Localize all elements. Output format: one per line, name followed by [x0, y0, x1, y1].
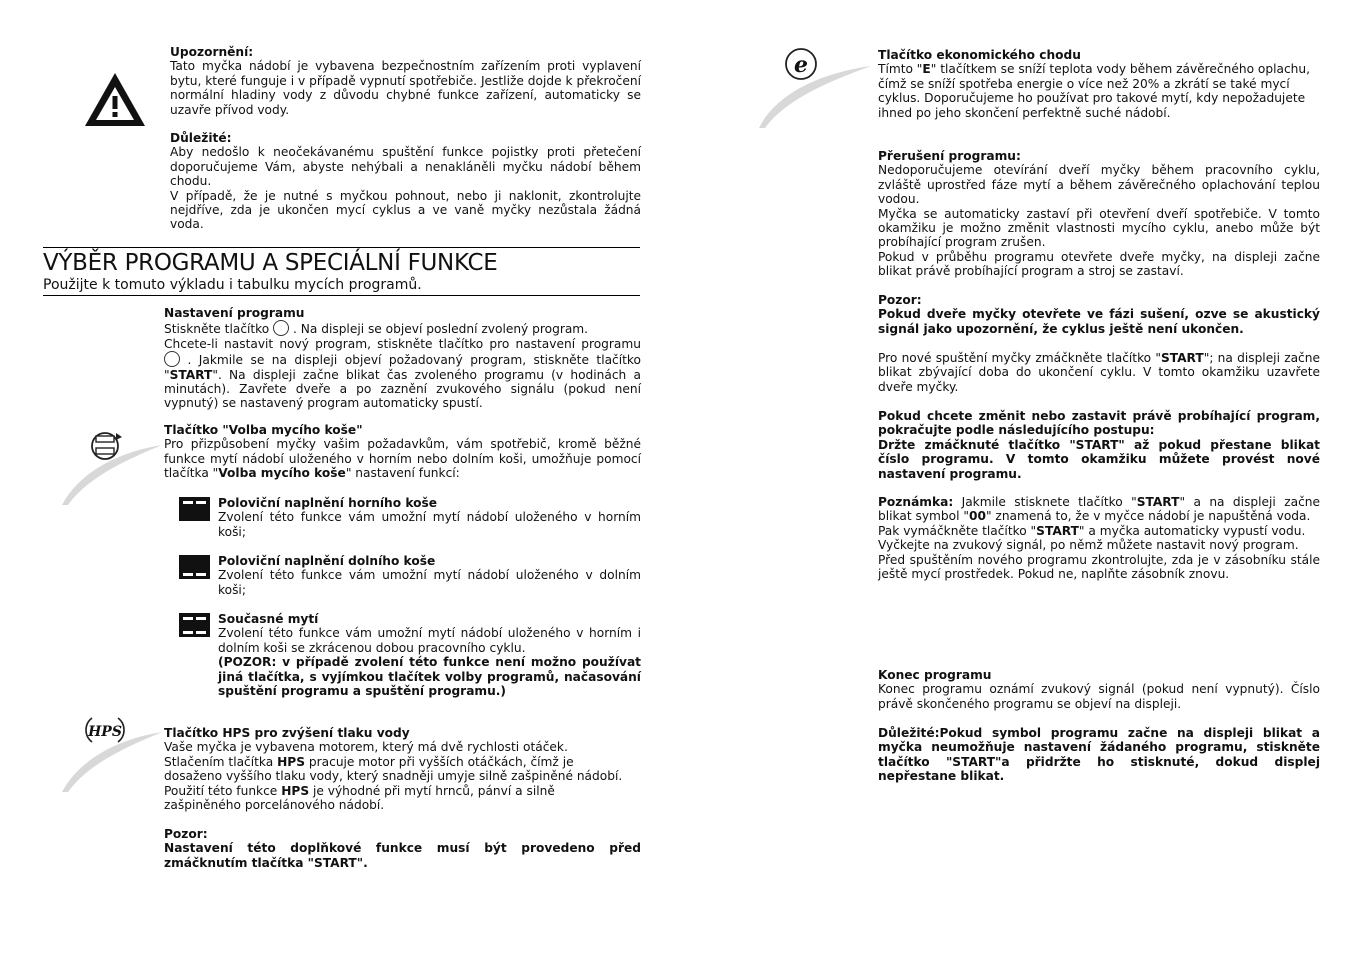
restart-text: Pro nové spuštění myčky zmáčkněte tlačítko "START"; na displeji začne blikat zbývající doba do ukončení cyklu. V tomto okamžiku uzavřete dveře myčky.	[878, 351, 1320, 394]
interrupt-para-1: Nedoporučujeme otevírání dveří myčky během pracovního cyklu, zvláště uprostřed fáze mytí a během závěrečného oplachování teplou vodou.	[878, 163, 1320, 207]
caution-heading: Pozor:	[164, 827, 208, 841]
warning-block	[170, 45, 641, 117]
change-text-2: Držte zmáčknuté tlačítko "START" až pokud přestane blikat číslo programu. V tomto okamžiku můžete provést nové nastavení programu.	[878, 437, 1320, 481]
program-button-icon	[273, 320, 289, 336]
final-important-text: Důležité:Pokud symbol programu začne na displeji blikat a myčka neumožňuje nastavení žádaného programu, stiskněte tlačítko "START"a přidržte ho stisknuté, dokud displej nepřestane blikat.	[878, 726, 1320, 784]
program-setting-para-2: Chcete-li nastavit nový program, stiskněte tlačítko pro nastavení programu . Jakmile se na displeji objeví požadovaný program, stiskněte tlačítko "START". Na displeji začne blikat čas zvoleného programu (v hodinách a minutách). Zavřete dveře a po zaznění zvukového signálu (pokud není vypnutý) se nastavený program automaticky spustí.	[164, 336, 641, 411]
program-setting-para-1: Stiskněte tlačítko . Na displeji se objeví poslední zvolený program.	[164, 322, 589, 337]
basket-selection-icon	[58, 425, 168, 507]
warning-icon	[83, 71, 147, 128]
basket-heading: Tlačítko "Volba mycího koše"	[164, 423, 363, 437]
important-text-1: Aby nedošlo k neočekávanému spuštění funkce pojistky proti přetečení doporučujeme Vám, abyste nehýbali a nenakláněli myčku nádobí během chodu.	[170, 145, 641, 189]
caution-text: Nastavení této doplňkové funkce musí být provedeno před zmáčknutím tlačítka "START".	[164, 841, 641, 870]
attention-text: Pokud dveře myčky otevřete ve fázi sušení, ozve se akustický signál jako upozornění, že cyklus ještě není ukončen.	[878, 307, 1320, 336]
simultaneous-note: (POZOR: v případě zvolení této funkce není možno používat jiná tlačítka, s vyjímkou tlačítek volby programů, načasování spuštění programu a spuštění programu.)	[218, 655, 641, 699]
simultaneous-text: Zvolení této funkce vám umožní mytí nádobí uloženého v horním i dolním koši se zkrácenou dobou pracovního cyklu.	[218, 626, 641, 655]
simultaneous-wash-icon	[179, 613, 210, 637]
interrupt-para-3: Pokud v průběhu programu otevřete dveře myčky, na displeji začne blikat právě probíhající program a stroj se zastaví.	[878, 249, 1320, 279]
hps-heading: Tlačítko HPS pro zvýšení tlaku vody	[164, 726, 410, 740]
lower-half-load-icon	[179, 555, 210, 579]
attention-block	[878, 293, 1320, 336]
section-subtitle: Použijte k tomuto výkladu i tabulku mycích programů.	[43, 277, 422, 293]
program-button-icon	[164, 351, 180, 367]
lower-half-heading: Poloviční naplnění dolního koše	[218, 554, 436, 568]
simultaneous-heading: Současné mytí	[218, 612, 319, 626]
end-text: Konec programu oznámí zvukový signál (pokud není vypnutý). Číslo právě skončeného programu se objeví na displeji.	[878, 682, 1320, 711]
hps-text: Vaše myčka je vybavena motorem, který má dvě rychlosti otáček. Stlačením tlačítka HPS pracuje motor při vyšších otáčkách, čímž je dosaženo vyššího tlaku vody, který snadněji umyje silně zašpiněné nádobí. Použití této funkce HPS je výhodné při mytí hrnců, pánví a silně zašpiněného porcelánového nádobí.	[164, 740, 623, 813]
lower-half-text: Zvolení této funkce vám umožní mytí nádobí uloženého v dolním koši;	[218, 568, 641, 597]
hps-icon	[58, 712, 168, 794]
simultaneous-block	[218, 612, 641, 698]
attention-heading: Pozor:	[878, 293, 922, 307]
note-text-2: Pak vymáčkněte tlačítko "START" a myčka automaticky vypustí vodu.	[878, 523, 1306, 538]
basket-block	[164, 423, 641, 481]
program-setting-block	[164, 306, 641, 411]
change-block	[878, 409, 1320, 481]
basket-text: Pro přizpůsobení myčky vašim požadavkům, vám spotřebič, kromě běžné funkce mytí nádobí uloženého v horním nebo dolním koši, umožňuje pomocí tlačítka "Volba mycího koše" nastavení funkcí:	[164, 437, 641, 481]
interrupt-block	[878, 149, 1320, 279]
section-divider	[43, 295, 640, 296]
note-text-1: Poznámka: Jakmile stisknete tlačítko "START" a na displeji začne blikat symbol "00" znamená to, že v myčce nádobí je napuštěná voda.	[878, 495, 1320, 524]
upper-half-text: Zvolení této funkce vám umožní mytí nádobí uloženého v horním koši;	[218, 510, 641, 539]
lower-half-block	[218, 554, 641, 597]
important-heading: Důležité:	[170, 131, 232, 145]
note-block	[878, 495, 1320, 581]
final-important-block	[878, 726, 1320, 784]
eco-icon	[755, 44, 875, 130]
end-block	[878, 668, 1320, 711]
upper-half-block	[218, 496, 641, 539]
restart-block	[878, 351, 1320, 394]
upper-half-heading: Poloviční naplnění horního koše	[218, 496, 438, 510]
eco-block	[878, 48, 1320, 120]
important-block	[170, 131, 641, 232]
end-heading: Konec programu	[878, 668, 992, 682]
warning-text: Tato myčka nádobí je vybavena bezpečnostním zařízením proti vyplavení bytu, které funguje i v případě vypnutí spotřebiče. Jestliže dojde k překročení normální hladiny vody z důvodu chybné funkce zařízení, automaticky se uzavře přívod vody.	[170, 59, 641, 117]
note-text-3: Vyčkejte na zvukový signál, po němž můžete nastavit nový program.	[878, 538, 1299, 553]
important-text-2: V případě, že je nutné s myčkou pohnout, nebo ji naklonit, zkontrolujte nejdříve, zda je ukončen mycí cyklus a ve vaně myčky nezůstala žádná voda.	[170, 188, 641, 232]
upper-half-load-icon	[179, 497, 210, 521]
hps-icon-label: HPS	[88, 724, 122, 740]
section-title: VÝBĚR PROGRAMU A SPECIÁLNÍ FUNKCE	[43, 250, 498, 276]
program-setting-heading: Nastavení programu	[164, 306, 305, 320]
warning-heading: Upozornění:	[170, 45, 254, 59]
change-text-1: Pokud chcete změnit nebo zastavit právě probíhající program, pokračujte podle následujícího postupu:	[878, 409, 1320, 438]
caution-block	[164, 827, 641, 870]
eco-icon-label: e	[794, 52, 808, 78]
hps-block	[164, 726, 626, 812]
interrupt-heading: Přerušení programu:	[878, 149, 1021, 163]
section-header	[43, 247, 640, 294]
eco-text: Tímto "E" tlačítkem se sníží teplota vody během závěrečného oplachu, čímž se sníží spotřeba energie o více než 20% a zkrátí se také mycí cyklus. Doporučujeme ho používat pro takové mytí, kdy nepožadujete ihned po jeho skončení perfektně suché nádobí.	[878, 62, 1310, 120]
eco-heading: Tlačítko ekonomického chodu	[878, 48, 1081, 62]
interrupt-para-2: Myčka se automaticky zastaví při otevření dveří spotřebiče. V tomto okamžiku je možno změnit vlastnosti mycího cyklu, anebo může být probíhající program zrušen.	[878, 206, 1320, 250]
note-text-4: Před spuštěním nového programu zkontrolujte, zda je v zásobníku stále ještě mycí prostředek. Pokud ne, naplňte zásobník znovu.	[878, 552, 1320, 582]
